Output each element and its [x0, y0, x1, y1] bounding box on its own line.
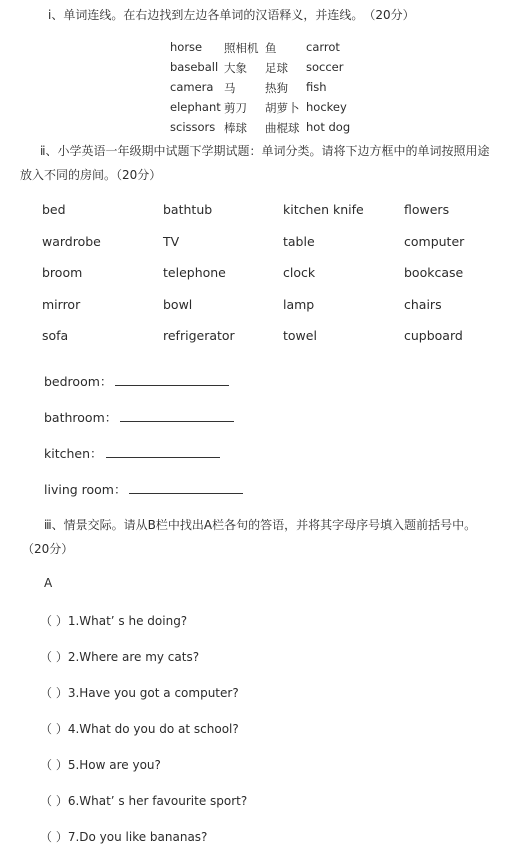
match-word: scissors	[170, 120, 216, 134]
room-label: living room：	[44, 482, 127, 497]
question-item: （ ）3.Have you got a computer?	[40, 686, 239, 700]
match-word: 大象	[224, 61, 247, 75]
match-word: 热狗	[265, 81, 288, 95]
grid-word: clock	[283, 265, 316, 280]
section1-title: ⅰ、单词连线。在右边找到左边各单词的汉语释义，并连线。 （20分）	[48, 8, 415, 22]
grid-word: computer	[404, 234, 465, 249]
section2-title-line2: 放入不同的房间。（20分）	[20, 168, 162, 182]
grid-word: flowers	[404, 202, 450, 217]
grid-word: lamp	[283, 297, 315, 312]
room-bathroom	[44, 408, 234, 426]
match-word: 胡萝卜	[265, 101, 300, 115]
match-word: elephant	[170, 100, 221, 114]
section2-title-line1: ⅱ、小学英语一年级期中试题下学期试题：单词分类。请将下边方框中的单词按照用途	[40, 144, 490, 158]
grid-word: broom	[42, 265, 83, 280]
match-word: soccer	[306, 60, 344, 74]
question-item: （ ）5.How are you?	[40, 758, 161, 772]
section3-title-line2: （20分）	[22, 542, 74, 556]
room-label: bathroom：	[44, 410, 118, 425]
column-a-label: A	[44, 576, 53, 590]
match-word: 棒球	[224, 121, 247, 135]
grid-word: chairs	[404, 297, 442, 312]
grid-word: kitchen knife	[283, 202, 364, 217]
match-word: 剪刀	[224, 101, 247, 115]
match-word: baseball	[170, 60, 219, 74]
grid-word: bookcase	[404, 265, 464, 280]
grid-word: sofa	[42, 328, 69, 343]
grid-word: refrigerator	[163, 328, 235, 343]
grid-word: bed	[42, 202, 66, 217]
match-word: 照相机	[224, 41, 259, 55]
grid-word: cupboard	[404, 328, 463, 343]
grid-word: bathtub	[163, 202, 213, 217]
room-living-room	[44, 480, 243, 498]
section3-title-line1: ⅲ、情景交际。请从B栏中找出A栏各句的答语，并将其字母序号填入题前括号中。	[44, 518, 477, 532]
question-item: （ ）1.What’ s he doing?	[40, 614, 188, 628]
answer-blank[interactable]	[129, 481, 243, 494]
grid-word: bowl	[163, 297, 193, 312]
match-word: 足球	[265, 61, 288, 75]
answer-blank[interactable]	[120, 409, 234, 422]
room-kitchen	[44, 444, 220, 462]
match-word: camera	[170, 80, 214, 94]
grid-word: towel	[283, 328, 317, 343]
grid-word: wardrobe	[42, 234, 101, 249]
room-label: kitchen：	[44, 446, 103, 461]
question-item: （ ）2.Where are my cats?	[40, 650, 200, 664]
match-word: horse	[170, 40, 203, 54]
answer-blank[interactable]	[115, 373, 229, 386]
match-word: 鱼	[265, 41, 277, 55]
grid-word: table	[283, 234, 315, 249]
grid-word: TV	[163, 234, 180, 249]
match-word: fish	[306, 80, 327, 94]
match-word: carrot	[306, 40, 340, 54]
grid-word: telephone	[163, 265, 226, 280]
match-word: hot dog	[306, 120, 351, 134]
match-word: 曲棍球	[265, 121, 300, 135]
room-label: bedroom：	[44, 374, 113, 389]
question-item: （ ）7.Do you like bananas?	[40, 830, 208, 844]
question-item: （ ）6.What’ s her favourite sport?	[40, 794, 248, 808]
grid-word: mirror	[42, 297, 81, 312]
match-word: 马	[224, 81, 236, 95]
question-item: （ ）4.What do you do at school?	[40, 722, 239, 736]
room-bedroom	[44, 372, 229, 390]
match-word: hockey	[306, 100, 347, 114]
answer-blank[interactable]	[106, 445, 220, 458]
